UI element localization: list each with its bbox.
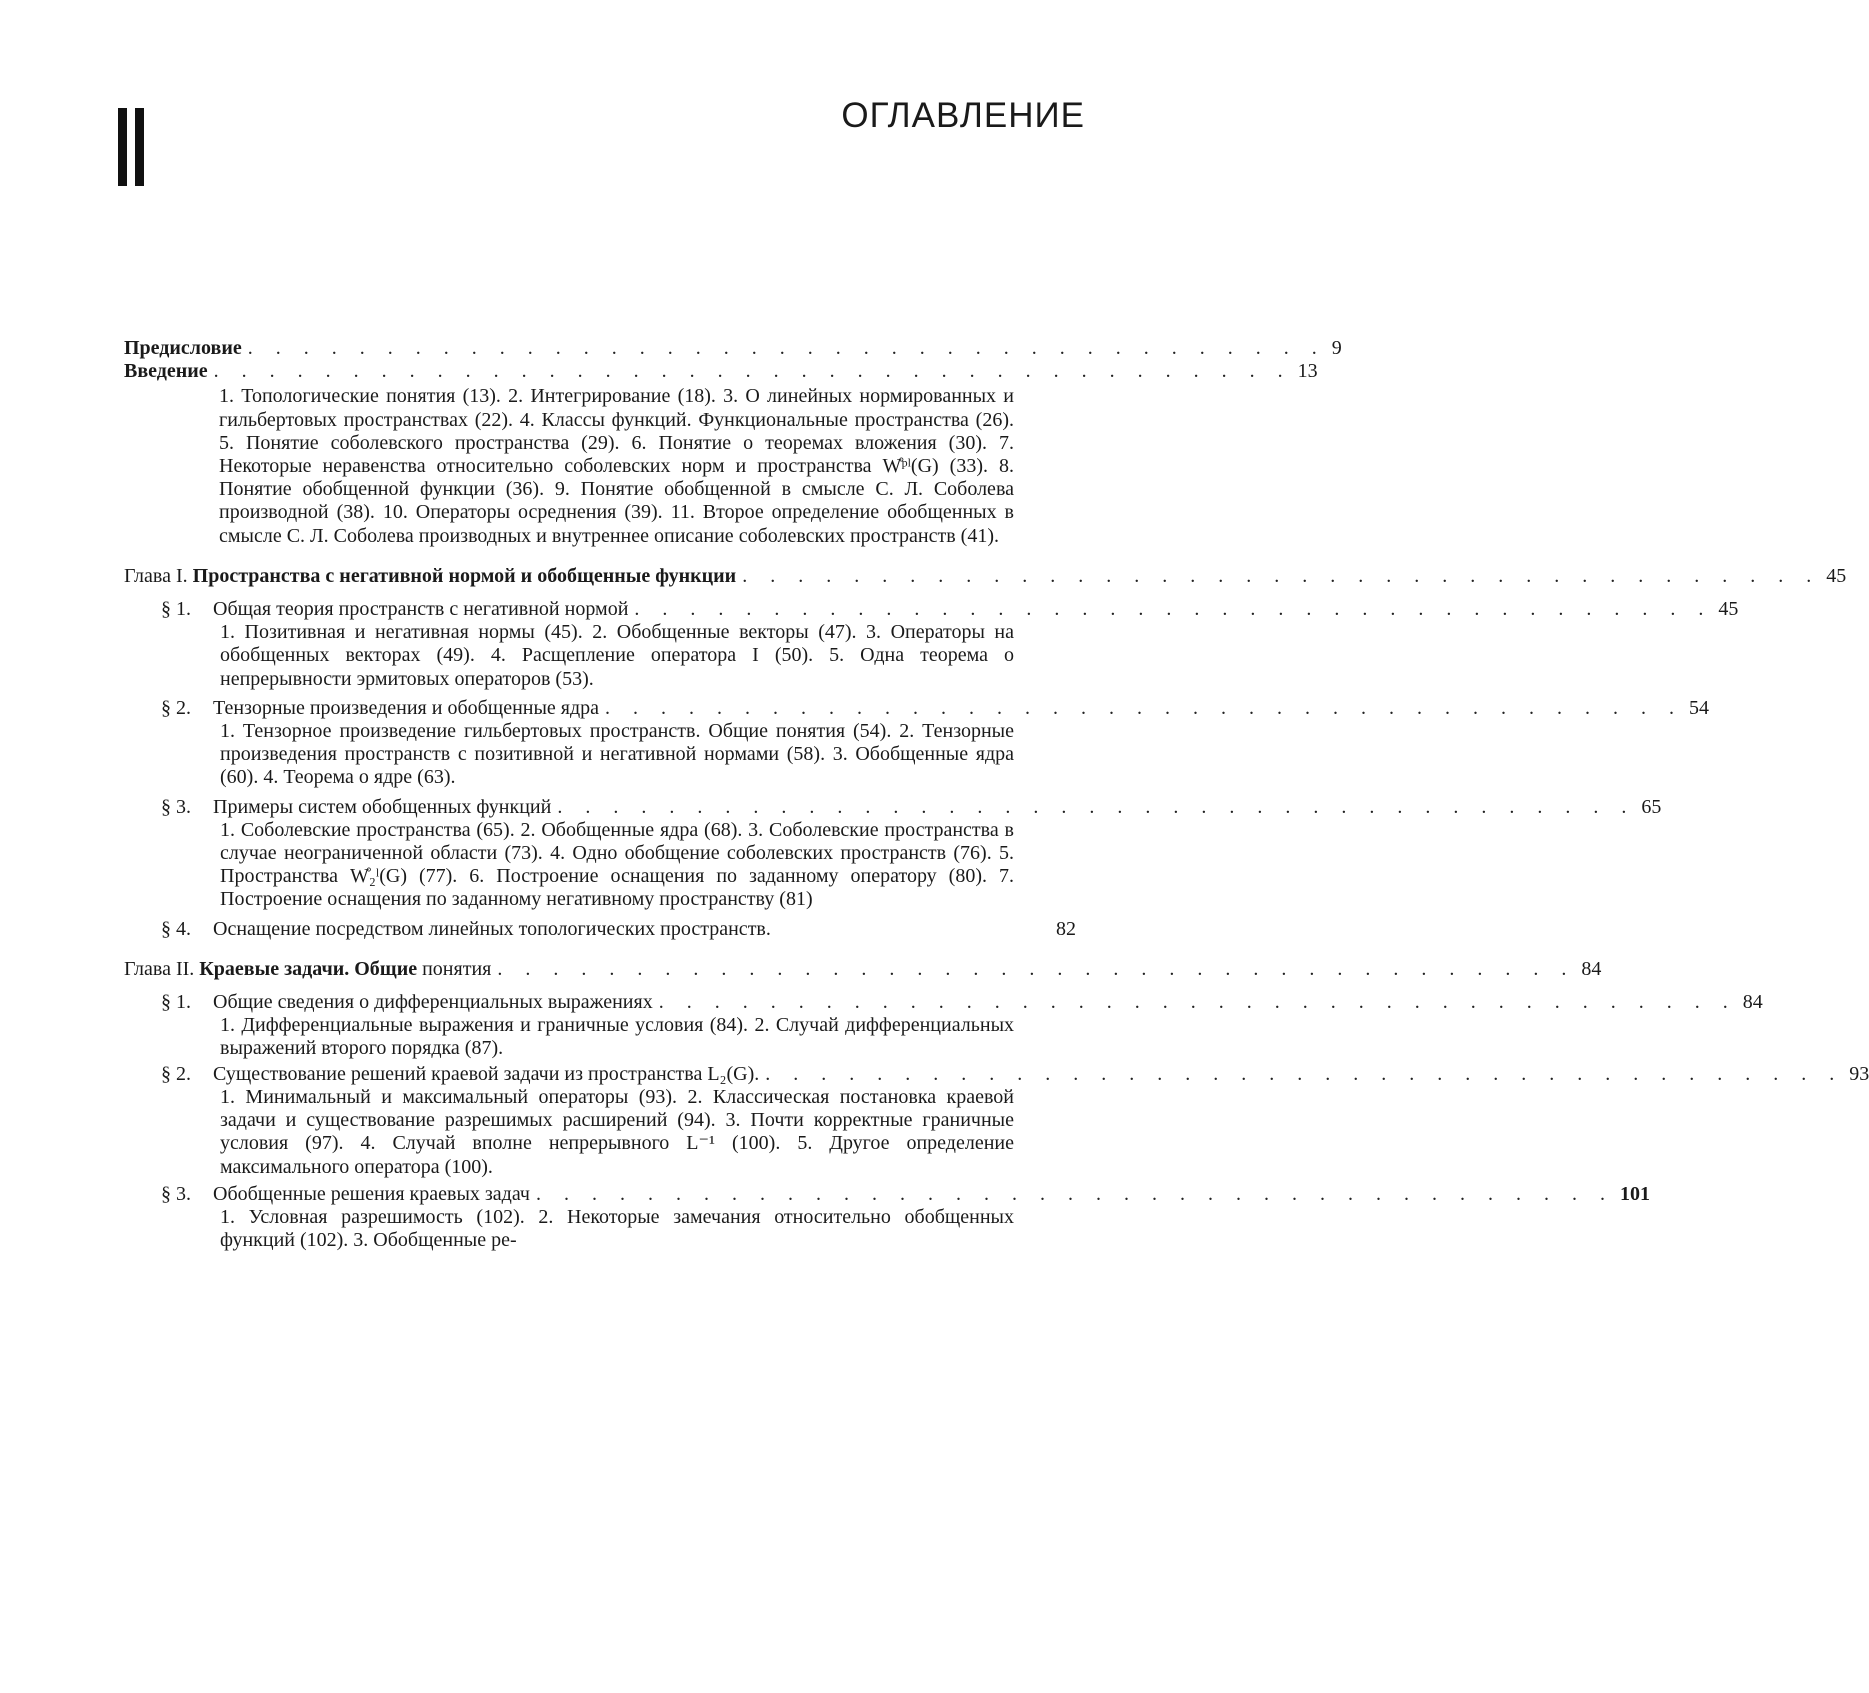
page-number: 84 bbox=[1742, 991, 1763, 1014]
section-number: § 3. bbox=[161, 1182, 191, 1205]
dot-leader: . . . . . . . . . . . . . . . . . . . . . . . . . . . . . . . . . . . . . . . bbox=[497, 957, 1576, 980]
toc-section bbox=[161, 918, 1076, 941]
section-number: § 1. bbox=[161, 598, 191, 621]
dot-leader: . . . . . . . . . . . . . . . . . . . . . . . . . . . . . . . . . . . . . . . bbox=[536, 1182, 1614, 1205]
chapter-title: Пространства с негативной нормой и обобщенные функции bbox=[192, 564, 737, 587]
chapter-prefix: Глава I. bbox=[124, 564, 188, 587]
section-title: Тензорные произведения и обобщенные ядра bbox=[213, 696, 600, 719]
page-number: 101 bbox=[1620, 1182, 1650, 1205]
page-number: 84 bbox=[1581, 957, 1602, 980]
section-description: 1. Условная разрешимость (102). 2. Некоторые замечания относительно обобщенных функций (102). 3. Обобщенные ре- bbox=[220, 1205, 1014, 1252]
page-title: ОГЛАВЛЕНИЕ bbox=[841, 96, 1085, 135]
toc-section bbox=[161, 991, 1763, 1014]
dot-leader: . . . . . . . . . . . . . . . . . . . . . . . . . . . . . . . . . . . . . . . bbox=[634, 598, 1713, 621]
toc-chapter-2 bbox=[124, 957, 1602, 981]
dot-leader: . . . . . . . . . . . . . . . . . . . . . . . . . . . . . . . . . . . . . . . bbox=[557, 795, 1636, 818]
entry-title: Введение bbox=[124, 360, 208, 383]
section-description: 1. Позитивная и негативная нормы (45). 2. Обобщенные векторы (47). 3. Операторы на обобщенных векторах (49). 4. Расщепление оператора I (50). 5. Одна теорема о непрерывности эрмитовых операторов (53). bbox=[220, 621, 1014, 690]
page-number: 65 bbox=[1641, 795, 1662, 818]
toc-section bbox=[161, 598, 1739, 621]
section-description: 1. Дифференциальные выражения и граничные условия (84). 2. Случай дифференциальных выражений второго порядка (87). bbox=[220, 1014, 1014, 1060]
chapter-prefix: Глава II. bbox=[124, 957, 195, 980]
section-number: § 3. bbox=[161, 795, 191, 818]
entry-title: Предисловие bbox=[124, 337, 242, 359]
dot-leader: . . . . . . . . . . . . . . . . . . . . . . . . . . . . . . . . . . . . . . . bbox=[213, 360, 1292, 383]
chapter-title: Краевые задачи. Общие bbox=[199, 957, 418, 980]
page-number: 45 bbox=[1718, 598, 1739, 621]
toc-section bbox=[161, 1062, 1869, 1086]
toc-entry-preface bbox=[124, 337, 1342, 360]
chapter-marker bbox=[118, 108, 150, 188]
chapter-title-rest: понятия bbox=[422, 957, 492, 980]
section-title: Общая теория пространств с негативной нормой bbox=[213, 598, 629, 621]
dot-leader: . . . . . . . . . . . . . . . . . . . . . . . . . . . . . . . . . . . . . . . bbox=[247, 337, 1326, 359]
section-number: § 4. bbox=[161, 917, 191, 940]
page-number: 54 bbox=[1689, 696, 1710, 719]
page-number: 13 bbox=[1297, 360, 1318, 383]
dot-leader: . . . . . . . . . . . . . . . . . . . . . . . . . . . . . . . . . . . . . . . bbox=[742, 564, 1821, 587]
toc-section bbox=[161, 696, 1710, 720]
toc-section bbox=[161, 795, 1662, 819]
section-title: Существование решений краевой задачи из пространства L₂(G). bbox=[213, 1062, 760, 1085]
page-number: 82 bbox=[1056, 917, 1076, 940]
page-number: 45 bbox=[1826, 564, 1847, 587]
section-title: Обобщенные решения краевых задач bbox=[213, 1182, 530, 1205]
toc-chapter-1 bbox=[124, 564, 1847, 588]
section-number: § 2. bbox=[161, 1062, 191, 1085]
section-title: Примеры систем обобщенных функций bbox=[213, 795, 552, 818]
page-number: 93 bbox=[1849, 1062, 1869, 1085]
page-number: 9 bbox=[1331, 337, 1342, 359]
section-number: § 1. bbox=[161, 991, 191, 1014]
dot-leader: . . . . . . . . . . . . . . . . . . . . . . . . . . . . . . . . . . . . . . . bbox=[765, 1062, 1844, 1085]
table-of-contents bbox=[124, 337, 1869, 1252]
dot-leader: . . . . . . . . . . . . . . . . . . . . . . . . . . . . . . . . . . . . . . . bbox=[658, 991, 1737, 1014]
section-title: Общие сведения о дифференциальных выражениях bbox=[213, 991, 653, 1014]
dot-leader: . . . . . . . . . . . . . . . . . . . . . . . . . . . . . . . . . . . . . . . bbox=[605, 696, 1684, 719]
section-description: 1. Тензорное произведение гильбертовых пространств. Общие понятия (54). 2. Тензорные произведения пространств с позитивной и негативной нормами (58). 3. Обобщенные ядра (60). 4. Теорема о ядре (63). bbox=[220, 720, 1014, 789]
toc-entry-intro bbox=[124, 360, 1318, 383]
entry-description: 1. Топологические понятия (13). 2. Интегрирование (18). 3. О линейных нормированных и гильбертовых пространствах (22). 4. Классы функций. Функциональные пространства (26). 5. Понятие соболевского пространства (29). 6. Понятие о теоремах вложения (30). 7. Некоторые неравенства относительно соболевских норм и пространства W̊ᵖˡ(G) (33). 8. Понятие обобщенной функции (36). 9. Понятие обобщенной в смысле С. Л. Соболева производной (38). 10. Операторы осреднения (39). 11. Второе определение обобщенных в смысле С. Л. Соболева производных и внутреннее описание соболевских пространств (41). bbox=[219, 385, 1014, 547]
section-description: 1. Соболевские пространства (65). 2. Обобщенные ядра (68). 3. Соболевские пространства в случае неограниченной области (73). 4. Одно обобщение соболевских пространств (76). 5. Пространства W̊₂ˡ(G) (77). 6. Построение оснащения по заданному оператору (80). 7. Построение оснащения по заданному негативному пространству (81) bbox=[220, 818, 1014, 911]
section-title: Оснащение посредством линейных топологических пространств. bbox=[213, 917, 771, 940]
section-number: § 2. bbox=[161, 696, 191, 719]
toc-section bbox=[161, 1182, 1650, 1206]
section-description: 1. Минимальный и максимальный операторы (93). 2. Классическая постановка краевой задачи и существование разрешимых расширений (94). 3. Почти корректные граничные условия (97). 4. Случай вполне непрерывного L⁻¹ (100). 5. Другое определение максимального оператора (100). bbox=[220, 1085, 1014, 1178]
